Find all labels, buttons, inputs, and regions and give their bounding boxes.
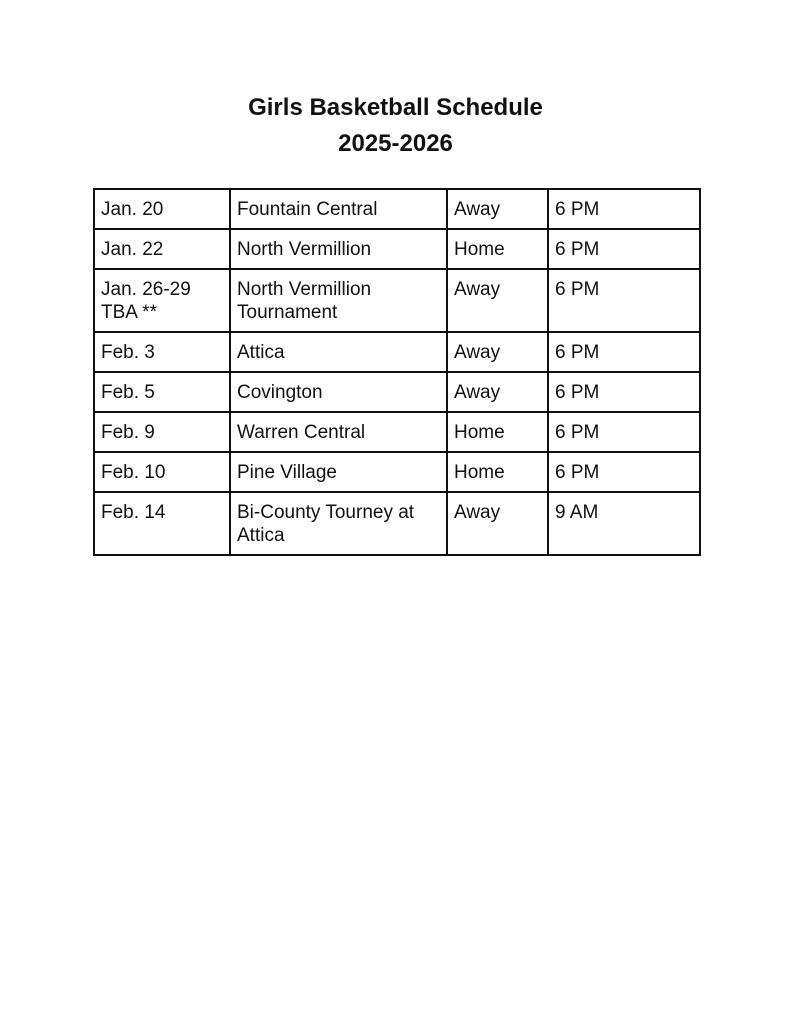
table-row xyxy=(94,452,700,492)
schedule-table xyxy=(93,188,701,556)
time-cell: 6 PM xyxy=(548,269,700,332)
table-row xyxy=(94,269,700,332)
season-subtitle: 2025-2026 xyxy=(338,130,453,157)
date-cell: Feb. 9 xyxy=(94,412,230,452)
time-cell: 6 PM xyxy=(548,452,700,492)
location-cell: Away xyxy=(447,332,548,372)
page-title: Girls Basketball Schedule xyxy=(248,94,543,121)
table-row xyxy=(94,189,700,229)
opponent-cell: Fountain Central xyxy=(230,189,447,229)
date-cell: Jan. 26-29 TBA ** xyxy=(94,269,230,332)
opponent-cell: Warren Central xyxy=(230,412,447,452)
opponent-cell: North Vermillion xyxy=(230,229,447,269)
date-cell: Feb. 3 xyxy=(94,332,230,372)
opponent-cell: North Vermillion Tournament xyxy=(230,269,447,332)
table-row xyxy=(94,229,700,269)
location-cell: Home xyxy=(447,229,548,269)
time-cell: 6 PM xyxy=(548,412,700,452)
table-row xyxy=(94,332,700,372)
date-cell: Feb. 14 xyxy=(94,492,230,555)
location-cell: Home xyxy=(447,412,548,452)
location-cell: Away xyxy=(447,492,548,555)
location-cell: Away xyxy=(447,189,548,229)
table-row xyxy=(94,412,700,452)
date-cell: Feb. 10 xyxy=(94,452,230,492)
time-cell: 6 PM xyxy=(548,332,700,372)
time-cell: 6 PM xyxy=(548,189,700,229)
location-cell: Home xyxy=(447,452,548,492)
date-cell: Jan. 20 xyxy=(94,189,230,229)
opponent-cell: Pine Village xyxy=(230,452,447,492)
date-cell: Feb. 5 xyxy=(94,372,230,412)
time-cell: 6 PM xyxy=(548,229,700,269)
opponent-cell: Attica xyxy=(230,332,447,372)
table-row xyxy=(94,492,700,555)
table-row xyxy=(94,372,700,412)
date-cell: Jan. 22 xyxy=(94,229,230,269)
opponent-cell: Bi-County Tourney at Attica xyxy=(230,492,447,555)
location-cell: Away xyxy=(447,269,548,332)
opponent-cell: Covington xyxy=(230,372,447,412)
location-cell: Away xyxy=(447,372,548,412)
time-cell: 9 AM xyxy=(548,492,700,555)
time-cell: 6 PM xyxy=(548,372,700,412)
